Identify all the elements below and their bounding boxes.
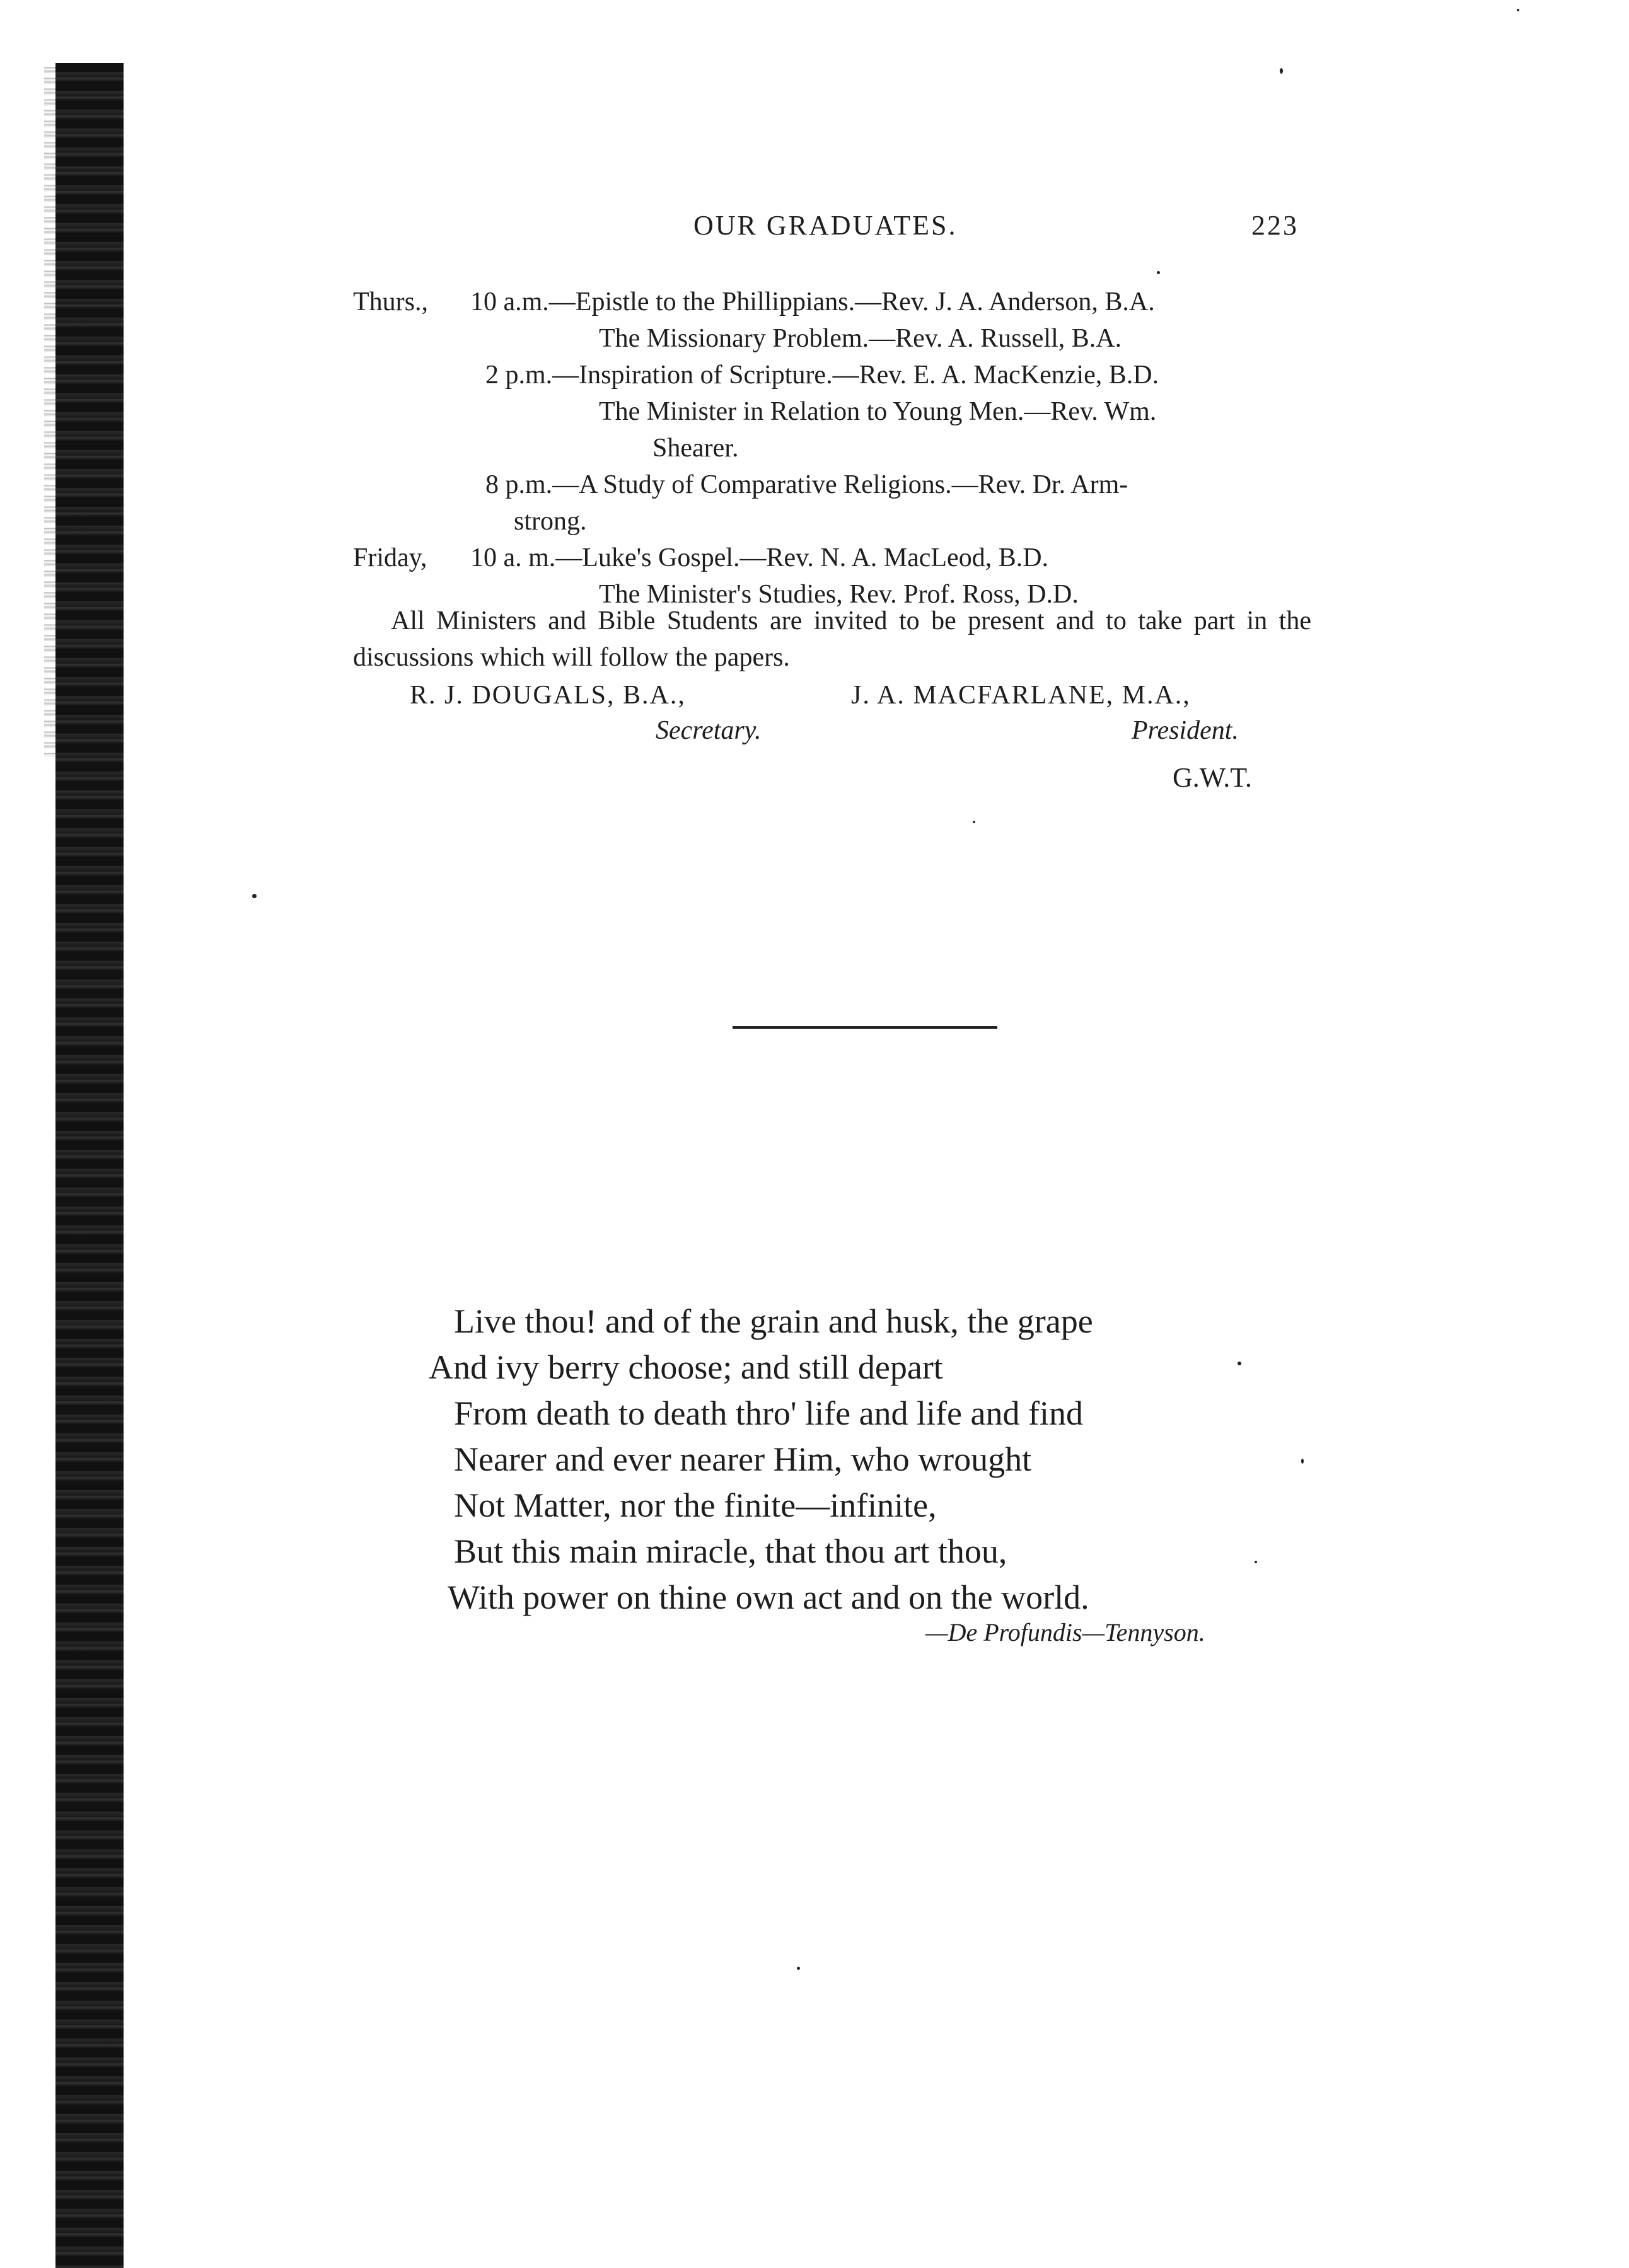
schedule-row	[353, 466, 1311, 503]
scan-speck	[973, 821, 975, 823]
schedule-entry: 8 p.m.—A Study of Comparative Religions.—Rev. Dr. Arm-	[485, 470, 1128, 499]
scan-speck	[1157, 271, 1160, 274]
schedule-row	[353, 320, 1311, 357]
schedule-row	[353, 540, 1311, 576]
poem-line: With power on thine own act and on the world.	[448, 1578, 1089, 1616]
schedule-day: Friday,	[353, 543, 427, 572]
secretary-name: R. J. DOUGALS, B.A.,	[410, 681, 686, 710]
schedule-entry-continuation: strong.	[514, 507, 587, 536]
poem-line: And ivy berry choose; and still depart	[429, 1348, 943, 1386]
president-name: J. A. MACFARLANE, M.A.,	[851, 681, 1191, 710]
schedule-entry: 10 a.m.—Epistle to the Phillippians.—Rev. J. A. Anderson, B.A.	[470, 287, 1155, 316]
poem-line: Nearer and ever nearer Him, who wrought	[454, 1440, 1032, 1478]
page-number: 223	[1251, 210, 1299, 241]
poem	[429, 1299, 1093, 1621]
schedule-row	[353, 284, 1311, 320]
author-initials: G.W.T.	[1173, 762, 1252, 793]
scan-speck	[1238, 1362, 1241, 1365]
scan-speck	[1280, 68, 1283, 74]
scan-speck	[1517, 9, 1519, 11]
poem-line: From death to death thro' life and life and find	[454, 1394, 1083, 1432]
schedule-entry: 2 p.m.—Inspiration of Scripture.—Rev. E. A. MacKenzie, B.D.	[485, 361, 1159, 390]
schedule-entry: 10 a. m.—Luke's Gospel.—Rev. N. A. MacLeod, B.D.	[470, 543, 1049, 572]
scan-speck	[252, 894, 257, 898]
schedule-row	[353, 503, 1311, 540]
running-title: OUR GRADUATES.	[693, 210, 958, 241]
schedule-entry: The Minister's Studies, Rev. Prof. Ross, D.D.	[599, 580, 1079, 609]
scan-speck	[1301, 1459, 1304, 1464]
poem-line: But this main miracle, that thou art thou,	[454, 1532, 1007, 1570]
schedule-entry-continuation: Shearer.	[652, 434, 739, 463]
invitation-notice: All Ministers and Bible Students are invited to be present and to take part in the discussions which will follow the papers.	[353, 606, 1311, 672]
poem-attribution: —De Profundis—Tennyson.	[925, 1618, 1205, 1646]
scan-speck	[797, 1967, 800, 1970]
secretary-role: Secretary.	[656, 716, 762, 745]
schedule-row	[353, 430, 1311, 466]
schedule-entry: The Missionary Problem.—Rev. A. Russell, B.A.	[599, 324, 1122, 353]
program-schedule	[353, 284, 1311, 613]
schedule-entry: The Minister in Relation to Young Men.—Rev. Wm.	[599, 397, 1157, 426]
scan-speck	[1255, 1561, 1257, 1563]
president-role: President.	[1132, 716, 1239, 745]
schedule-row	[353, 357, 1311, 393]
poem-line: Not Matter, nor the finite—infinite,	[454, 1486, 937, 1524]
schedule-day: Thurs.,	[353, 287, 428, 316]
schedule-row	[353, 393, 1311, 430]
poem-line: Live thou! and of the grain and husk, the grape	[454, 1302, 1093, 1340]
binding-edge	[55, 63, 124, 2268]
section-divider	[733, 1026, 997, 1029]
